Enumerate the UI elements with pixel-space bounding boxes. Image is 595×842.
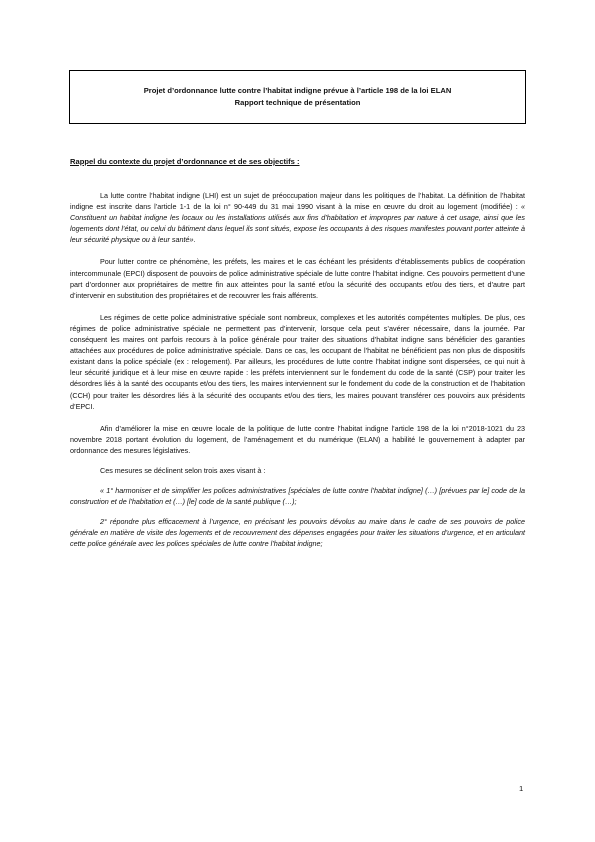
paragraph-axis-1 [70,485,525,507]
legal-quote: « Constituent un habitat indigne les locaux ou les installations utilisés aux fins d’habitation et impropres par nature à cet usage, ainsi que les logements dont l’état, ou celui du bâtiment dans lequel ils sont situés, expose les occupants à des risques manifestes pouvant porter atteinte à leur sécurité physique ou à leur santé» [70,202,525,245]
axis-1-text: « 1° harmoniser et de simplifier les polices administratives [spéciales de lutte contre l’habitat indigne] (…) [prévues par le] code de la construction et de l’habitation et (…) [le] code de la santé publique (…); [70,486,525,507]
document-subtitle: Rapport technique de présentation [234,98,361,107]
paragraph-end: . [193,235,196,245]
axis-2-text: 2° répondre plus efficacement à l’urgence, en précisant les pouvoirs dévolus au maire dans le cadre de ses pouvoirs de police générale en matière de visite des logements et de recouvrement des dépenses engagées pour traiter les situations d’urgence, et en articulant cette police générale avec les polices spéciales de lutte contre l’habitat indigne; [70,517,525,549]
section-heading: Rappel du contexte du projet d’ordonnance et de ses objectifs : [70,157,300,166]
title-box [69,70,526,124]
paragraph-regimes: Les régimes de cette police administrative spéciale sont nombreux, complexes et les autorités compétentes multiples. De plus, ces régimes de police administrative spéciale ne permettent pas d’intervenir, lorsque cela peut s’avérer nécessaire, dans la journée. Par conséquent les maires ont parfois recours à la police générale pour traiter des situations d’habitat indigne sans bénéficier des garanties attachées aux procédures de police administrative spéciale. Dans ce cas, les occupant de l’habitat ne bénéficient pas non plus de dispositifs existant dans la police spéciale (ex : relogement). Par ailleurs, les procédures de lutte contre l’habitat indigne sont dispersées, ce qui nuit à leur sécurité juridique et à leur mise en œuvre rapide : les préfets interviennent sur le fondement du code de la santé (CSP) pour traiter les désordres liés à la santé des occupants et/ou des tiers, les maires interviennent sur le fondement du code de la construction et de l’habitation (CCH) pour traiter les désordres liés à la sécurité des occupants et/ou des tiers, les maires pouvant transférer ces pouvoirs aux présidents d’EPCI. [70,312,525,411]
paragraph-lhi-definition [70,190,525,245]
paragraph-police-powers: Pour lutter contre ce phénomène, les préfets, les maires et le cas échéant les présidents d’établissements publics de coopération intercommunale (EPCI) disposent de pouvoirs de police administrative spéciale de lutte contre l’habitat indigne. Ces pouvoirs permettent d’une part d’ordonner aux propriétaires de mettre fin aux atteintes pour la santé et/ou la sécurité des occupants et/ou des tiers, et d’autre part d’intervenir en substitution des propriétaires et de recouvrer les frais afférents. [70,257,525,300]
paragraph-axes-intro: Ces mesures se déclinent selon trois axes visant à : [100,465,266,475]
paragraph-text: La lutte contre l’habitat indigne (LHI) est un sujet de préoccupation majeur dans les politiques de l’habitat. La définition de l’habitat indigne est inscrite dans l’article 1-1 de la loi n° 90-449 du 31 mai 1990 visant à la mise en œuvre du droit au logement (modifiée) : [70,191,525,212]
document-title: Projet d’ordonnance lutte contre l’habitat indigne prévue à l’article 198 de la loi ELAN [143,86,452,95]
paragraph-axis-2 [70,516,525,549]
page-number: 1 [519,784,524,793]
paragraph-elan-law: Afin d’améliorer la mise en œuvre locale de la politique de lutte contre l’habitat indigne l’article 198 de la loi n°2018-1021 du 23 novembre 2018 portant évolution du logement, de l’aménagement et du numérique (ELAN) a habilité le gouvernement à adapter par ordonnance des mesures législatives. [70,423,525,455]
document-body [70,190,525,561]
